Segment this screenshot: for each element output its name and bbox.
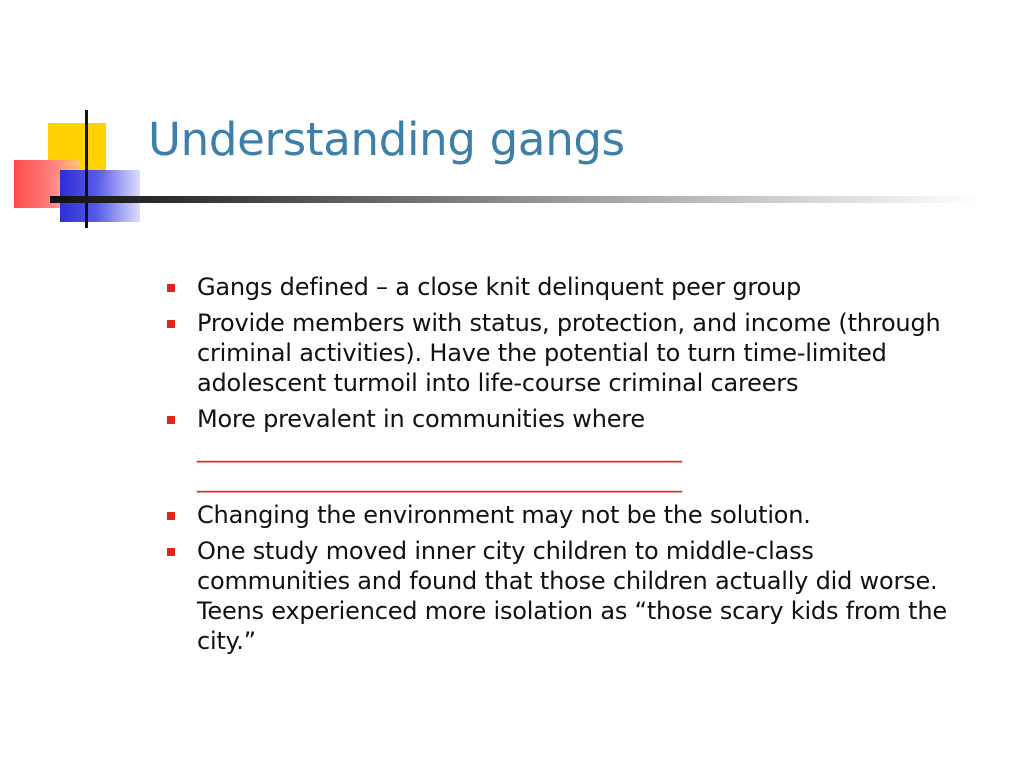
bullet-item bbox=[160, 500, 950, 530]
fill-in-blank-line: ____________________________________________ bbox=[197, 435, 681, 463]
bullet-item bbox=[160, 272, 950, 302]
slide-title: Understanding gangs bbox=[148, 113, 625, 166]
vertical-rule-decoration bbox=[85, 110, 88, 228]
bullet-list bbox=[160, 272, 950, 662]
bullet-text: Gangs defined – a close knit delinquent peer group bbox=[197, 273, 802, 301]
bullet-text: Provide members with status, protection, and income (through criminal activities). Have the potential to turn time-limited adolescent turmoil into life-course criminal careers bbox=[197, 309, 941, 397]
slide-logo-decoration bbox=[0, 0, 150, 240]
bullet-square-icon bbox=[167, 320, 175, 328]
fill-in-blank-line: ____________________________________________ bbox=[197, 465, 681, 493]
bullet-square-icon bbox=[167, 416, 175, 424]
bullet-item bbox=[160, 404, 950, 494]
bullet-square-icon bbox=[167, 284, 175, 292]
title-underline-rule bbox=[50, 196, 980, 203]
bullet-item bbox=[160, 308, 950, 398]
bullet-item bbox=[160, 536, 950, 656]
bullet-text: Changing the environment may not be the solution. bbox=[197, 501, 811, 529]
bullet-square-icon bbox=[167, 512, 175, 520]
bullet-text: More prevalent in communities where bbox=[197, 405, 645, 433]
bullet-text: One study moved inner city children to middle-class communities and found that those children actually did worse. Teens experienced more isolation as “those scary kids from the city.” bbox=[197, 537, 947, 655]
bullet-square-icon bbox=[167, 548, 175, 556]
